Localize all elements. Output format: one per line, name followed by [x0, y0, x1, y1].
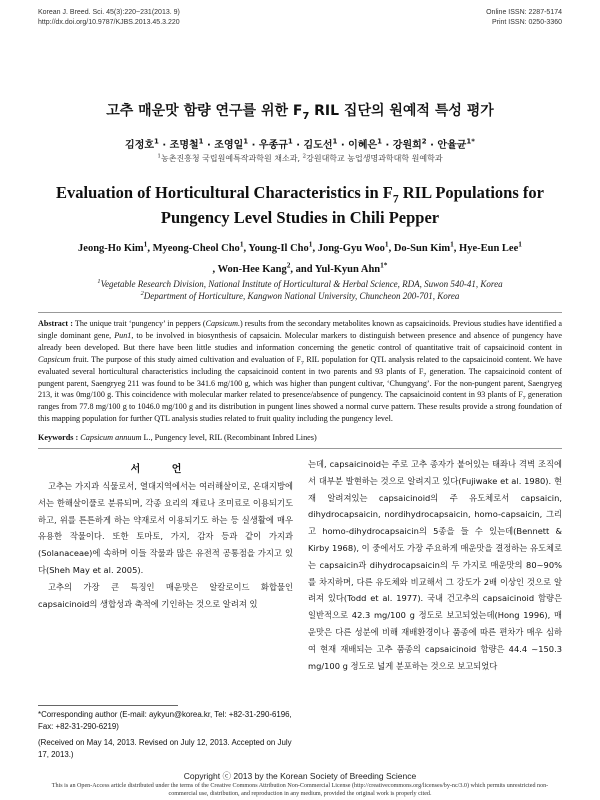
received-dates: (Received on May 14, 2013. Revised on July 12, 2013. Accepted on July 17, 2013.) [38, 738, 292, 759]
abstract: Abstract : The unique trait ‘pungency’ in peppers (Capsicum.) results from the secondary metabolites known as capsaicinoids. Previous studies have identified a single dominant gene, Pun1, to be involved in biosynthesis of capsaicin. Molecular markers to distinguish between presence and absence of pungency have already been developed. But there have been little studies and information concerning the genetic control of quantitative trait of capsaicinoid content in Capsicum fruit. The purpose of this study aimed cultivation and evaluation of $F_7$ RIL population for QTL analysis related to the capsaicinoid content. We have evaluated several horticultural characteristics including the capsaicinoid content in two parents and 93 plants of $F_7$ generation. The capsaicinoid content of pungent parent, Saengryeg 211 was found to be 341.6 mg/100 g, which was higher than pungent cultivar, ‘Chungyang’. For the non-pungent parent, Saengryeg 213, it was 0mg/100 g. This coincidence with molecular marker related to presence/absence of pungency. The capsaicinoid content in 93 plants of $F_7$ generation ranges from 77.8 mg/100 g to 1046.0 mg/100 g and its distribution in pungent lines showed a normal curve pattern. These results provide a strong foundation of this mapping population for further QTL analysis studies related to fruit quality including the pungency level. [38, 319, 563, 424]
english-title-line-2: Pungency Level Studies in Chili Pepper [160, 208, 440, 227]
footnote-divider [38, 705, 178, 706]
korean-affiliations: $^1$농촌진흥청 국립원예특작과학원 채소과, $^2$강원대학교 농업생명과학대학 원예학과 [157, 153, 443, 163]
copyright-line: Copyright ⓒ 2013 by the Korean Society of Breeding Science [183, 771, 417, 781]
introduction-right-column [308, 456, 562, 674]
author-name: Won-Hee Kang$^2$ [217, 260, 291, 275]
divider [38, 448, 562, 449]
author-name: 조영일$^1$ [214, 137, 249, 151]
author-name: Jeong-Ho Kim$^1$ [78, 239, 148, 254]
license-notice: This is an Open-Access article distributed under the terms of the Creative Commons Attribution Non-Commercial License (http://creativecommons.org/licenses/by-nc/3.0) which permits unrestricted non-commercial use, distribution, and reproduction in any medium, provided the original work is properly cited. [51, 783, 549, 797]
section-heading-introduction: 서 언 [130, 464, 196, 475]
print-issn: Print ISSN: 0250-3360 [491, 19, 562, 26]
affiliation-2: $^2$Department of Horticulture, Kangwon National University, Chuncheon 200-701, Korea [140, 290, 460, 301]
english-title [50, 180, 550, 230]
english-affiliations [60, 278, 540, 302]
corresponding-author-note: *Corresponding author (E-mail: aykyun@korea.kr, Tel: +82-31-290-6196, Fax: +82-31-290-6219) [38, 710, 292, 731]
running-header-left [38, 8, 180, 28]
author-conjunction: and [295, 264, 313, 275]
korean-title: 고추 매운맛 함량 연구를 위한 $F_7$ RIL 집단의 원예적 특성 평가 [106, 103, 494, 122]
author-name: Yul-Kyun Ahn$^{1*}$ [314, 260, 388, 275]
author-name: 김도선$^1$ [303, 137, 338, 151]
author-name: Do-Sun Kim$^1$ [393, 239, 454, 254]
author-name: 이혜은$^1$ [348, 137, 383, 151]
online-issn: Online ISSN: 2287-5174 [486, 9, 562, 16]
author-name: Jong-Gyu Woo$^1$ [317, 239, 389, 254]
author-name: Young-Il Cho$^1$ [248, 239, 313, 254]
affiliation-1: $^1$Vegetable Research Division, National Institute of Horticultural & Herbal Science, RDA, Suwon 540-41, Korea [97, 278, 503, 289]
paragraph: 고추는 가지과 식물로서, 열대지역에서는 여러해살이로, 온대지방에서는 한해살이풀로 분류되며, 각종 요리의 재료나 조미료로 이용되기도 하고, 위를 튼튼하게 하는 약재로서 이용되기도 하는 등 실생활에 매우 유용한 작물이다. 또한 토마토, 가지, 감자 등과 같이 가지과(Solanaceae)에 속하며 이들 작물과 많은 유전적 공통점을 가지고 있다(Sheh May et al. 2005). [38, 481, 293, 575]
author-name: Myeong-Cheol Cho$^1$ [152, 239, 244, 254]
korean-author-list: 김정호$^1$ · 조명철$^1$ · 조영일$^1$ · 우종규$^1$ · 김도선$^1$ · 이혜은$^1$ · 강원희$^2$ · 안율균$^{1*}$ [125, 137, 475, 151]
running-header-right [486, 8, 562, 28]
english-author-list: Jeong-Ho Kim$^1$, Myeong-Cheol Cho$^1$, Young-Il Cho$^1$, Jong-Gyu Woo$^1$, Do-Sun Kim$^1$, Hye-Eun Lee$^1$ , Won-Hee Kang$^2$, and Yul-Kyun Ahn$^{1*}$ [78, 239, 522, 275]
introduction-left-column [38, 478, 293, 612]
author-name: 안율균$^{1*}$ [437, 137, 475, 151]
author-name: Hye-Eun Lee$^1$ [459, 239, 522, 254]
divider [38, 312, 562, 313]
paragraph: 고추의 가장 큰 특징인 매운맛은 알칼로이드 화합물인 capsaicinoid의 생합성과 축적에 기인하는 것으로 알려져 있 [38, 581, 293, 609]
author-name: 조명철$^1$ [169, 137, 204, 151]
author-name: 강원희$^2$ [392, 137, 427, 151]
paragraph: 는데, capsaicinoid는 주로 고추 종자가 붙어있는 태좌나 격벽 조직에서 대부분 발현하는 것으로 알려지고 있다(Fujiwake et al. 1980). 현재 알려져있는 capsaicinoid의 주 유도체로서 capsaicin, dihydrocapsaicin, nordihydrocapsaicin, homo-capsaicin, 그리고 homo-dihydrocapsaicin의 5종을 들 수 있는데(Bennett & Kirby 1968), 이 중에서도 가장 주요하게 매운맛을 결정하는 유도체로는 capsaicin과 dihydrocapsaicin의 두 가지로 매운맛의 80~90%를 차지하며, 다른 유도체와 비교해서 그 강도가 2배 이상인 것으로 알려져 있다(Todd et al. 1977). 국내 건고추의 capsaicinoid 함량은 일반적으로 42.3 mg/100 g 정도로 보고되었는데(Hong 1996), 매운맛은 다른 성분에 비해 재배환경이나 품종에 따른 편차가 매우 심하여 현재 재배되는 고추 품종의 capsaicinoid 함량은 44.4 ~150.3 mg/100 g 정도로 넓게 분포하는 것으로 보고되었다 [308, 459, 562, 671]
english-title-line-1: Evaluation of Horticultural Characteristics in $F_7$ RIL Populations for [56, 183, 544, 206]
keywords: Keywords : Capsicum annuum L., Pungency level, RIL (Recombinant Inbred Lines) [38, 433, 317, 442]
keywords-label: Keywords : [38, 433, 79, 442]
abstract-label: Abstract : [38, 319, 73, 328]
doi-link[interactable]: http://dx.doi.org/10.9787/KJBS.2013.45.3.220 [38, 19, 180, 26]
author-name: 김정호$^1$ [125, 137, 159, 151]
author-name: 우종규$^1$ [258, 137, 293, 151]
journal-citation: Korean J. Breed. Sci. 45(3):220~231(2013. 9) [38, 9, 180, 16]
